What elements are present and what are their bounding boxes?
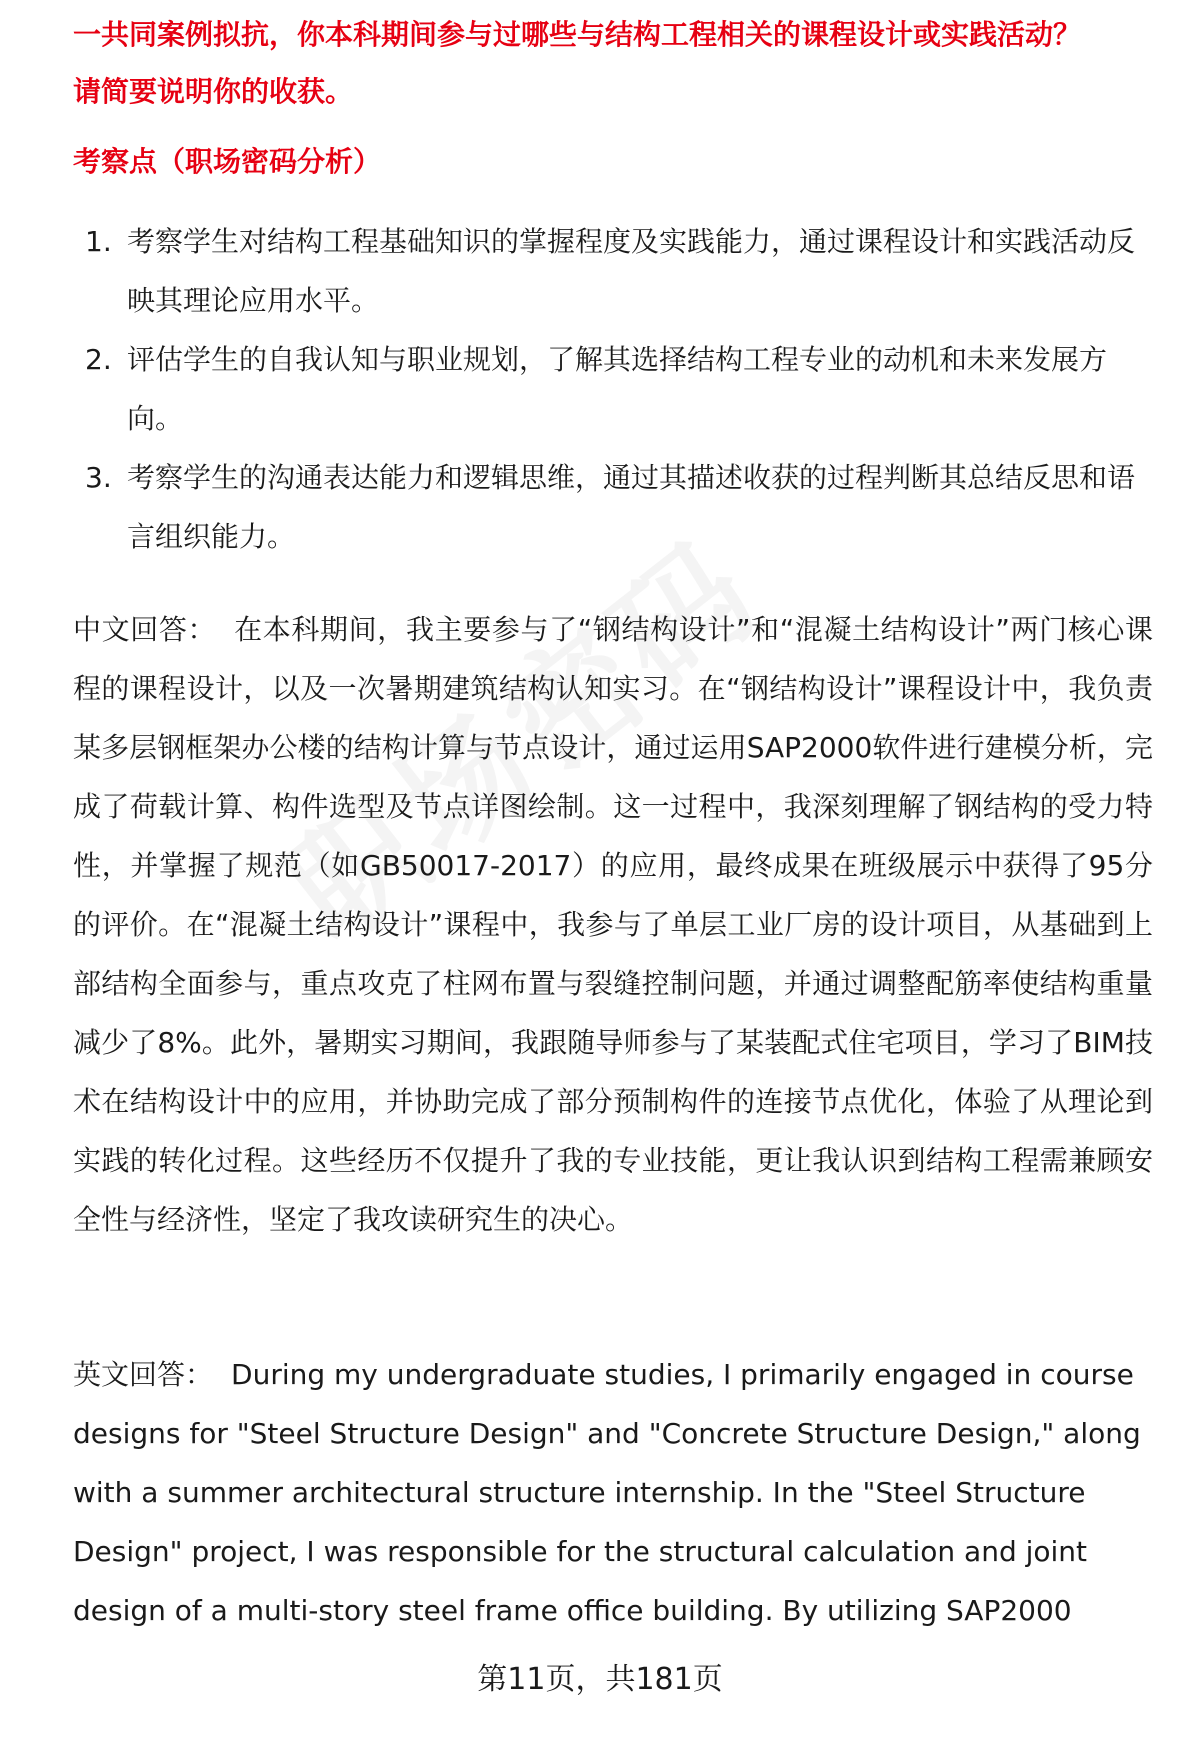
list-item-text: 考察学生的沟通表达能力和逻辑思维，通过其描述收获的过程判断其总结反思和语言组织能力。 — [127, 461, 1136, 553]
chinese-answer-label: 中文回答： — [73, 613, 217, 646]
list-item-text: 评估学生的自我认知与职业规划，了解其选择结构工程专业的动机和未来发展方向。 — [127, 343, 1108, 435]
english-answer-text: During my undergraduate studies, I primarily engaged in course designs for "Steel Structure Design" and "Concrete Structure Design," along with a summer architectural structure internship. In the "Steel Structure Design" project, I was responsible for the structural calculation and joint design of a multi-story steel frame office building. By utilizing SAP2000 — [73, 1358, 1141, 1627]
page-footer: 第11页，共181页 — [477, 1662, 723, 1697]
list-item-number: 2. — [85, 343, 112, 376]
question-partial-text: 一共同案例拟抗，你本科期间参与过哪些与结构工程相关的课程设计或实践活动？ — [73, 18, 1082, 51]
section-title: 考察点（职场密码分析） — [73, 145, 382, 178]
list-item-number: 1. — [85, 225, 112, 258]
english-answer — [73, 1345, 1153, 1640]
list-item-text: 考察学生对结构工程基础知识的掌握程度及实践能力，通过课程设计和实践活动反映其理论应用水平。 — [127, 225, 1136, 317]
list-item — [73, 448, 1153, 566]
english-answer-label: 英文回答： — [73, 1358, 214, 1391]
question-partial-line — [73, 18, 1153, 62]
assessment-points-list — [73, 212, 1153, 566]
list-item — [73, 212, 1153, 330]
chinese-answer — [73, 600, 1153, 1249]
list-item-number: 3. — [85, 461, 112, 494]
chinese-answer-text: 在本科期间，我主要参与了“钢结构设计”和“混凝土结构设计”两门核心课程的课程设计，以及一次暑期建筑结构认知实习。在“钢结构设计”课程设计中，我负责某多层钢框架办公楼的结构计算与节点设计，通过运用SAP2000软件进行建模分析，完成了荷载计算、构件选型及节点详图绘制。这一过程中，我深刻理解了钢结构的受力特性，并掌握了规范（如GB50017-2017）的应用，最终成果在班级展示中获得了95分的评价。在“混凝土结构设计”课程中，我参与了单层工业厂房的设计项目，从基础到上部结构全面参与，重点攻克了柱网布置与裂缝控制问题，并通过调整配筋率使结构重量减少了8%。此外，暑期实习期间，我跟随导师参与了某装配式住宅项目，学习了BIM技术在结构设计中的应用，并协助完成了部分预制构件的连接节点优化，体验了从理论到实践的转化过程。这些经历不仅提升了我的专业技能，更让我认识到结构工程需兼顾安全性与经济性，坚定了我攻读研究生的决心。 — [73, 613, 1153, 1236]
question-line: 请简要说明你的收获。 — [73, 75, 354, 108]
list-item — [73, 330, 1153, 448]
